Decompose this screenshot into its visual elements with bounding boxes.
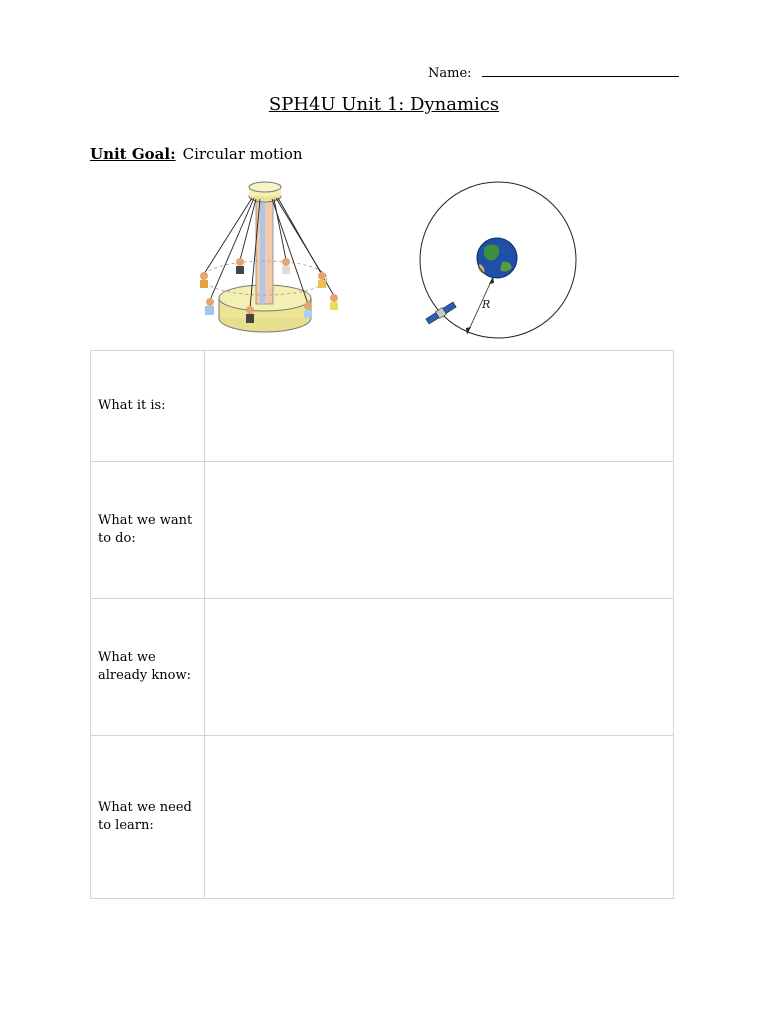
row-label: What it is: (91, 351, 205, 462)
satellite-orbit-diagram (414, 176, 584, 344)
row-label: What we already know: (91, 599, 205, 736)
name-field (428, 64, 679, 81)
name-blank-line[interactable] (482, 64, 679, 77)
table-row (91, 351, 674, 462)
row-label: What we need to learn: (91, 736, 205, 899)
answer-cell[interactable] (205, 351, 674, 462)
page-title: SPH4U Unit 1: Dynamics (268, 94, 500, 115)
table-row (91, 736, 674, 899)
answer-cell[interactable] (205, 462, 674, 599)
answer-cell[interactable] (205, 736, 674, 899)
table-row (91, 599, 674, 736)
radius-label: R (482, 298, 491, 311)
row-label: What we want to do: (91, 462, 205, 599)
unit-goal (90, 145, 303, 163)
swing-ride-illustration (190, 178, 355, 346)
answer-cell[interactable] (205, 599, 674, 736)
table-row (91, 462, 674, 599)
unit-goal-text: Circular motion (182, 145, 303, 163)
unit-goal-label: Unit Goal: (90, 145, 176, 163)
unit-planning-table (90, 350, 674, 899)
name-label: Name: (428, 66, 472, 81)
